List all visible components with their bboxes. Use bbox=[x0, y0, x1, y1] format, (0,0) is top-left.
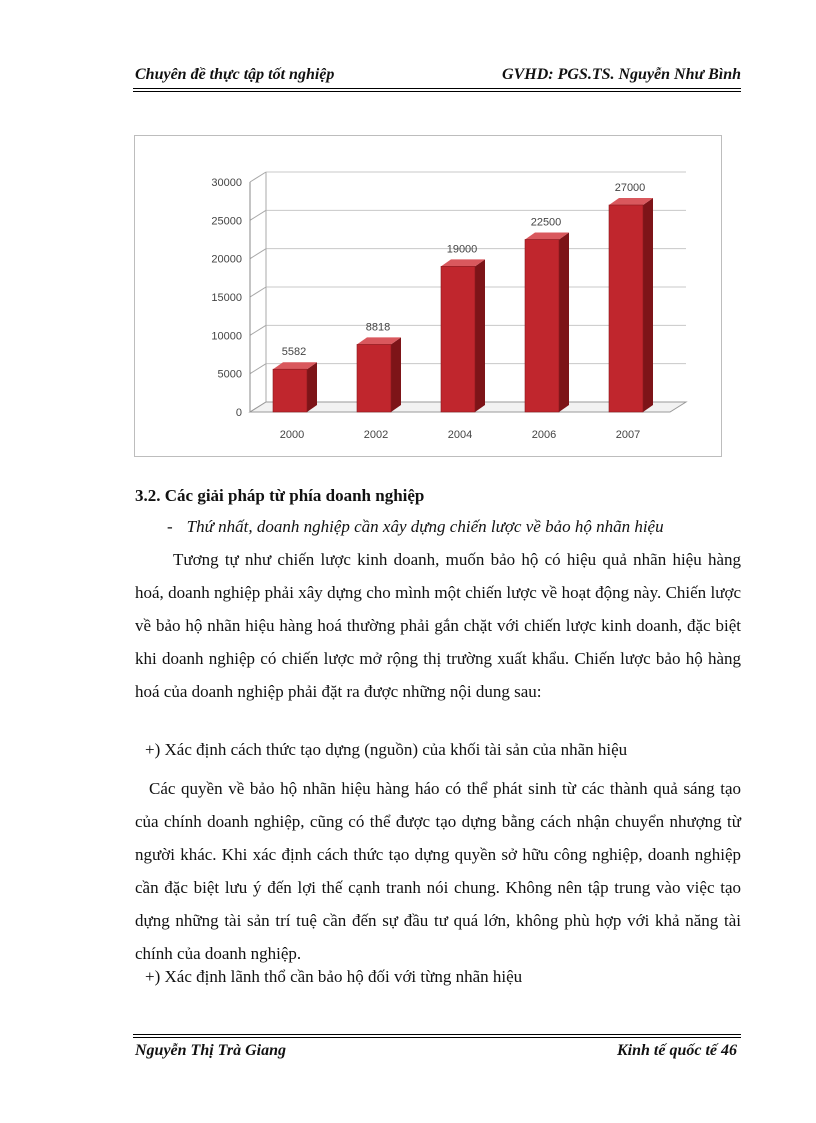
gridline-side bbox=[250, 325, 266, 335]
gridline-side bbox=[250, 364, 266, 374]
data-label: 8818 bbox=[365, 321, 391, 334]
data-label: 22500 bbox=[530, 216, 562, 229]
bar-side bbox=[643, 198, 653, 412]
page-footer bbox=[135, 1040, 741, 1064]
x-tick-label: 2007 bbox=[615, 429, 641, 441]
bullet-2: +) Xác định lãnh thổ cần bảo hộ đối với từng nhãn hiệu bbox=[145, 967, 523, 986]
bar-side bbox=[475, 259, 485, 412]
bar-side bbox=[391, 337, 401, 412]
paragraph-1: Tương tự như chiến lược kinh doanh, muốn bảo hộ có hiệu quả nhãn hiệu hàng hoá, doanh nghiệp phải xây dựng cho mình một chiến lược về hoạt động này. Chiến lược về bảo hộ nhãn hiệu hàng hoá thường phải gắn chặt với chiến lược kinh doanh, đặc biệt khi doanh nghiệp có chiến lược mở rộng thị trường xuất khẩu. Chiến lược bảo hộ hàng hoá của doanh nghiệp phải đặt ra được những nội dung sau: bbox=[135, 550, 741, 701]
paragraph-2: Các quyền về bảo hộ nhãn hiệu hàng háo có thể phát sinh từ các thành quả sáng tạo của chính doanh nghiệp, cũng có thể được tạo dựng bằng cách nhận chuyển nhượng từ người khác. Khi xác định cách thức tạo dựng quyền sở hữu công nghiệp, doanh nghiệp cần đặc biệt lưu ý đến lợi thế cạnh tranh nói chung. Không nên tập trung vào việc tạo dựng những tài sản trí tuệ cần đến sự đầu tư quá lớn, không phù hợp với khả năng tài chính của doanh nghiệp. bbox=[135, 779, 741, 963]
subheading bbox=[167, 517, 664, 537]
x-tick-label: 2004 bbox=[447, 429, 473, 441]
bar bbox=[525, 240, 559, 413]
bar bbox=[441, 266, 475, 412]
gridline-side bbox=[250, 249, 266, 259]
subheading-text: Thứ nhất, doanh nghiệp cần xây dựng chiến lược về bảo hộ nhãn hiệu bbox=[186, 517, 664, 536]
y-tick-label: 10000 bbox=[211, 330, 242, 343]
header-supervisor: GVHD: PGS.TS. Nguyễn Như Bình bbox=[502, 66, 741, 83]
data-label: 19000 bbox=[446, 243, 478, 256]
bar-chart bbox=[134, 135, 722, 457]
x-tick-label: 2000 bbox=[279, 429, 305, 441]
gridline-side bbox=[250, 210, 266, 220]
footer-rule bbox=[133, 1034, 741, 1038]
chart-canvas bbox=[135, 136, 721, 456]
bar-side bbox=[307, 362, 317, 412]
data-label: 5582 bbox=[281, 346, 307, 359]
section-title: 3.2. Các giải pháp từ phía doanh nghiệp bbox=[135, 486, 425, 505]
page-header bbox=[135, 64, 741, 88]
subheading-dash: - bbox=[167, 517, 173, 536]
footer-page-label: Kinh tế quốc tế 46 bbox=[616, 1042, 737, 1059]
gridline-side bbox=[250, 172, 266, 182]
y-tick-label: 0 bbox=[235, 407, 242, 419]
y-tick-label: 30000 bbox=[211, 177, 242, 189]
x-tick-label: 2002 bbox=[363, 429, 389, 441]
footer-author: Nguyễn Thị Trà Giang bbox=[135, 1042, 286, 1059]
header-document-title: Chuyên đề thực tập tốt nghiệp bbox=[135, 66, 335, 83]
bar bbox=[609, 205, 643, 412]
bar-side bbox=[559, 233, 569, 413]
y-tick-label: 5000 bbox=[217, 368, 242, 381]
gridline-side bbox=[250, 287, 266, 297]
y-tick-label: 25000 bbox=[211, 215, 242, 228]
bar bbox=[357, 344, 391, 412]
x-tick-label: 2006 bbox=[531, 429, 557, 441]
y-tick-label: 15000 bbox=[211, 292, 242, 304]
bar bbox=[273, 369, 307, 412]
data-label: 27000 bbox=[614, 182, 646, 194]
y-tick-label: 20000 bbox=[211, 253, 242, 266]
header-rule bbox=[133, 88, 741, 92]
bullet-1: +) Xác định cách thức tạo dựng (nguồn) của khối tài sản của nhãn hiệu bbox=[145, 740, 628, 759]
